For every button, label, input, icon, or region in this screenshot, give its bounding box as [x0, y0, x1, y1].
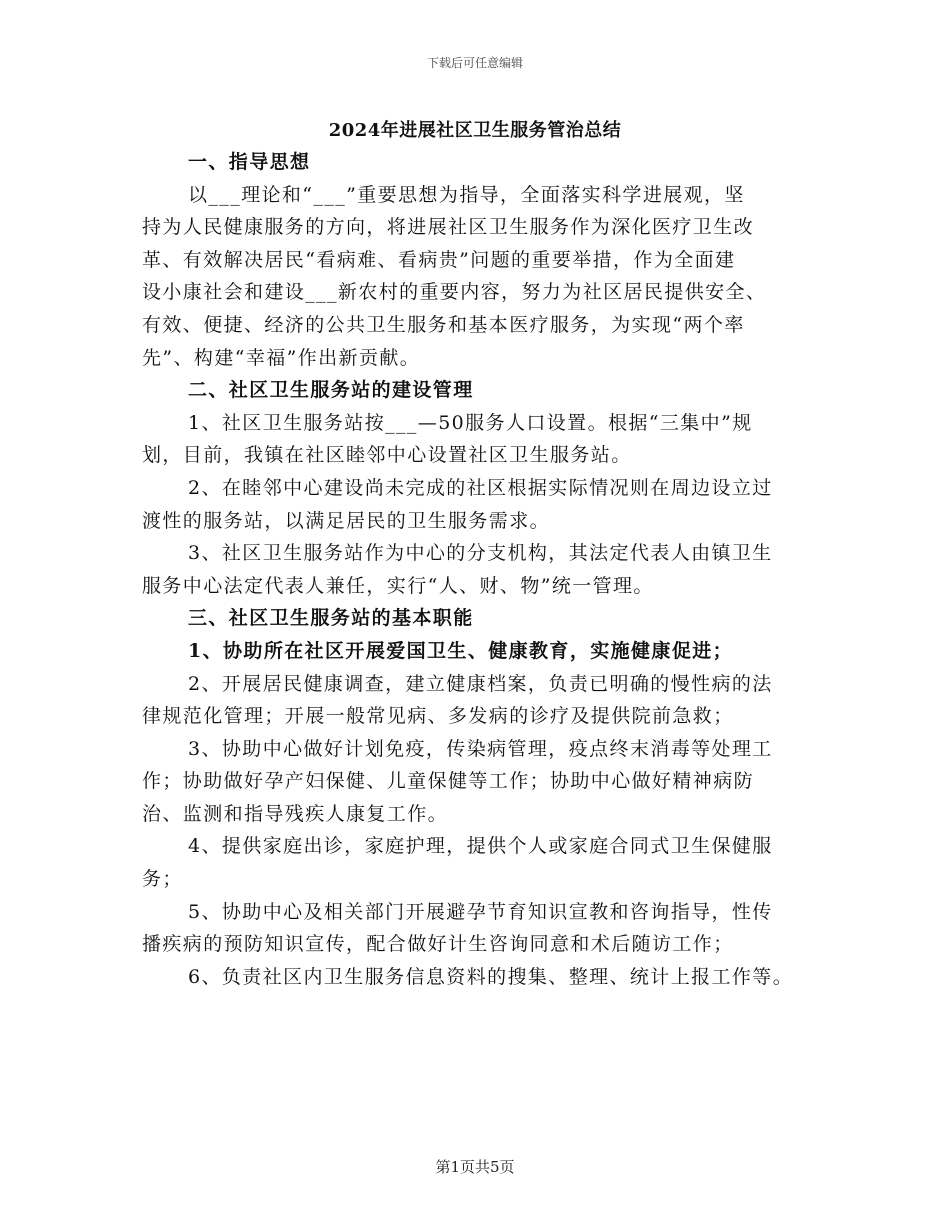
paragraph-line: 革、有效解决居民“看病难、看病贵”问题的重要举措，作为全面建 [142, 248, 736, 271]
section-heading-construction-management: 二、社区卫生服务站的建设管理 [188, 379, 474, 402]
document-title: 2024年进展社区卫生服务管治总结 [328, 120, 622, 141]
paragraph-line: 设小康社会和建设___新农村的重要内容，努力为社区居民提供安全、 [142, 281, 767, 304]
paragraph-line: 律规范化管理；开展一般常见病、多发病的诊疗及提供院前急救； [142, 705, 734, 728]
paragraph-line: 有效、便捷、经济的公共卫生服务和基本医疗服务，为实现“两个率 [142, 313, 745, 336]
paragraph-line: 持为人民健康服务的方向，将进展社区卫生服务作为深化医疗卫生改 [142, 216, 755, 239]
paragraph-line: 先”、构建“幸福”作出新贡献。 [142, 346, 421, 369]
paragraph-line: 务； [142, 868, 183, 891]
paragraph-line: 治、监测和指导残疾人康复工作。 [142, 802, 449, 825]
paragraph-line: 6、负责社区内卫生服务信息资料的搜集、整理、统计上报工作等。 [188, 965, 794, 988]
paragraph-line: 4、提供家庭出诊，家庭护理，提供个人或家庭合同式卫生保健服 [188, 835, 773, 858]
paragraph-line: 3、社区卫生服务站作为中心的分支机构，其法定代表人由镇卫生 [188, 542, 773, 565]
paragraph-line: 播疾病的预防知识宣传，配合做好计生咨询同意和术后随访工作； [142, 933, 734, 956]
paragraph-line-bold: 1、协助所在社区开展爱国卫生、健康教育，实施健康促进； [188, 639, 734, 662]
paragraph-line: 渡性的服务站，以满足居民的卫生服务需求。 [142, 509, 551, 532]
paragraph-line: 划，目前，我镇在社区睦邻中心设置社区卫生服务站。 [142, 444, 632, 467]
paragraph-line: 1、社区卫生服务站按___—50服务人口设置。根据“三集中”规 [188, 411, 753, 434]
paragraph-line: 2、在睦邻中心建设尚未完成的社区根据实际情况则在周边设立过 [188, 476, 773, 499]
paragraph-line: 2、开展居民健康调查，建立健康档案，负责已明确的慢性病的法 [188, 672, 773, 695]
section-heading-basic-functions: 三、社区卫生服务站的基本职能 [188, 607, 474, 630]
paragraph-line: 3、协助中心做好计划免疫，传染病管理，疫点终末消毒等处理工 [188, 737, 773, 760]
document-body [142, 146, 822, 993]
paragraph-line: 作；协助做好孕产妇保健、儿童保健等工作；协助中心做好精神病防 [142, 770, 755, 793]
paragraph-line: 5、协助中心及相关部门开展避孕节育知识宣教和咨询指导，性传 [188, 900, 773, 923]
section-heading-guiding-ideology: 一、指导思想 [188, 151, 311, 173]
page-number: 第1页共5页 [435, 1158, 515, 1176]
header-note: 下载后可任意编辑 [426, 56, 523, 70]
paragraph-line: 以___理论和“___”重要思想为指导，全面落实科学进展观，坚 [188, 183, 745, 206]
paragraph-line: 服务中心法定代表人兼任，实行“人、财、物”统一管理。 [142, 574, 654, 597]
